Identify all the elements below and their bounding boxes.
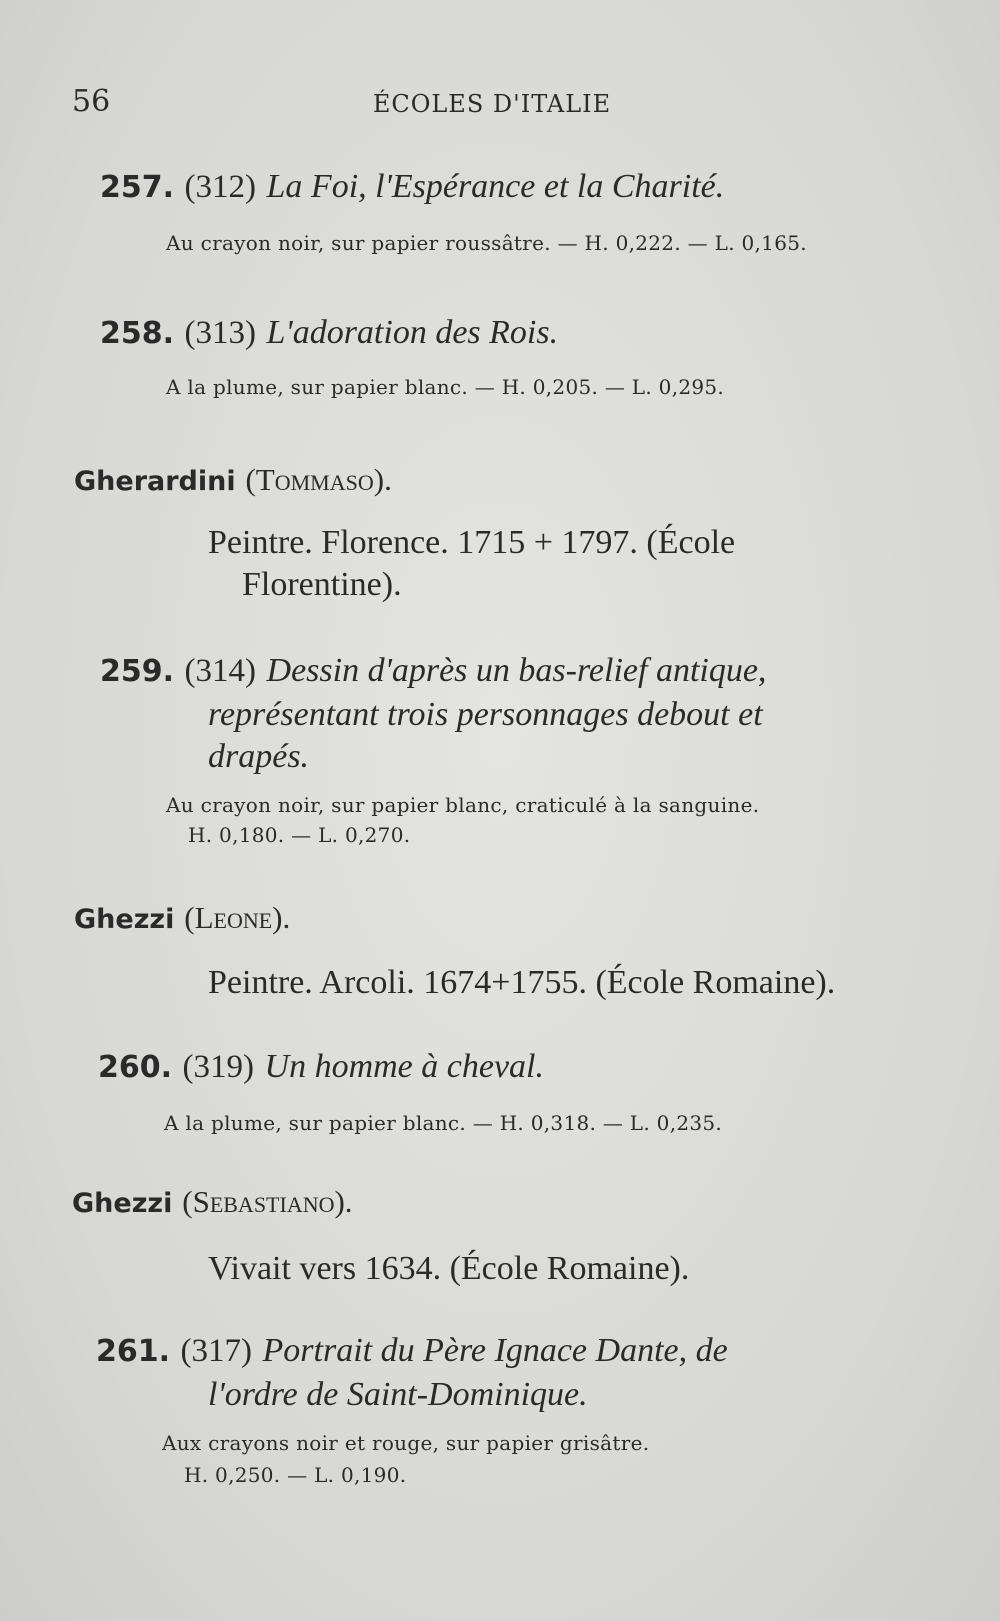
entry-number: 259. <box>100 654 175 689</box>
entry-title: Un homme à cheval. <box>264 1048 544 1085</box>
entry-description: Au crayon noir, sur papier roussâtre. — H. 0,222. — L. 0,165. <box>166 231 807 255</box>
entry-title-continued <box>208 1374 588 1415</box>
artist-surname: Gherardini <box>74 466 236 497</box>
entry-number: 260. <box>98 1050 173 1085</box>
artist-firstname: (Tommaso). <box>245 462 392 497</box>
page-header <box>72 84 912 132</box>
artist-firstname: (Sebastiano). <box>182 1184 353 1219</box>
page-number: 56 <box>72 84 111 119</box>
entry-heading <box>96 1330 728 1372</box>
bio-line: Peintre. Florence. 1715 + 1797. (École <box>208 524 736 561</box>
entry-number: 258. <box>100 316 175 351</box>
running-title: ÉCOLES D'ITALIE <box>372 90 612 118</box>
entry-description: H. 0,180. — L. 0,270. <box>188 823 411 847</box>
entry-heading <box>98 1046 544 1088</box>
entry-title-line: drapés. <box>208 738 310 775</box>
entry-title: Portrait du Père Ignace Dante, de <box>262 1332 728 1369</box>
artist-firstname: (Leone). <box>184 900 291 935</box>
entry-heading <box>100 312 558 354</box>
bio-line: Florentine). <box>242 566 402 603</box>
entry-title: La Foi, l'Espérance et la Charité. <box>266 168 725 205</box>
entry-reference: (312) <box>184 169 257 205</box>
entry-reference: (313) <box>184 315 257 351</box>
entry-title-line: l'ordre de Saint-Dominique. <box>208 1376 588 1413</box>
entry-description: A la plume, sur papier blanc. — H. 0,318. — L. 0,235. <box>164 1111 723 1135</box>
entry-reference: (319) <box>182 1049 255 1085</box>
artist-bio <box>208 522 735 606</box>
entry-title-line: représentant trois personnages debout et <box>208 696 763 733</box>
entry-title: Dessin d'après un bas-relief antique, <box>266 652 767 689</box>
entry-description: Au crayon noir, sur papier blanc, craticulé à la sanguine. <box>166 793 760 817</box>
entry-description: Aux crayons noir et rouge, sur papier grisâtre. <box>162 1431 650 1455</box>
artist-surname: Ghezzi <box>72 1188 173 1219</box>
entry-reference: (317) <box>180 1333 253 1369</box>
entry-title-continued <box>208 736 309 777</box>
entry-heading <box>100 166 724 208</box>
artist-surname: Ghezzi <box>74 904 175 935</box>
entry-title: L'adoration des Rois. <box>266 314 559 351</box>
entry-reference: (314) <box>184 653 257 689</box>
artist-heading <box>74 462 392 498</box>
entry-heading <box>100 650 766 692</box>
artist-bio: Peintre. Arcoli. 1674+1755. (École Romaine). <box>208 964 836 1001</box>
entry-description: A la plume, sur papier blanc. — H. 0,205. — L. 0,295. <box>166 375 725 399</box>
entry-number: 257. <box>100 170 175 205</box>
entry-title-continued <box>208 694 763 735</box>
artist-bio: Vivait vers 1634. (École Romaine). <box>208 1250 690 1287</box>
artist-heading <box>74 900 290 936</box>
artist-heading <box>72 1184 353 1220</box>
entry-description: H. 0,250. — L. 0,190. <box>184 1463 407 1487</box>
entry-number: 261. <box>96 1334 171 1369</box>
